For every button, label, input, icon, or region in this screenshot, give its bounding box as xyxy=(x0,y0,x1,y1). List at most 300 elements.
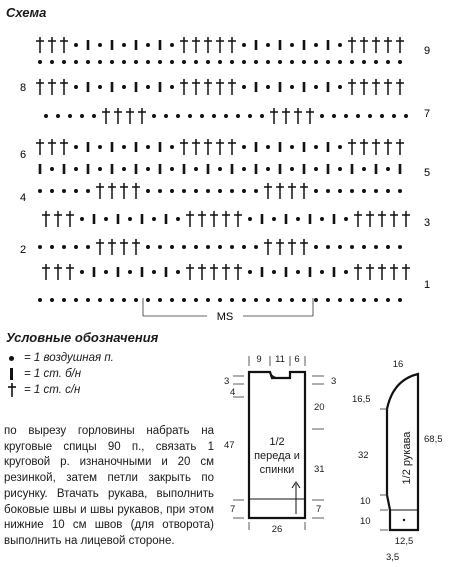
chain-stitch xyxy=(98,43,102,47)
double-crochet xyxy=(228,139,236,155)
single-crochet xyxy=(255,142,258,152)
chain-stitch xyxy=(170,245,174,249)
double-crochet xyxy=(210,264,218,280)
double-crochet xyxy=(264,183,272,199)
double-crochet xyxy=(396,37,404,53)
double-crochet xyxy=(36,37,44,53)
single-crochet xyxy=(159,40,162,50)
chain-stitch xyxy=(344,270,348,274)
single-crochet xyxy=(375,164,378,174)
double-crochet xyxy=(108,183,116,199)
body-dim-right-2: 31 xyxy=(314,464,325,475)
double-crochet xyxy=(372,37,380,53)
double-crochet xyxy=(360,139,368,155)
chain-stitch xyxy=(338,245,342,249)
chain-stitch xyxy=(176,217,180,221)
double-crochet xyxy=(360,79,368,95)
chain-stitch xyxy=(188,114,192,118)
chain-stitch xyxy=(350,189,354,193)
single-crochet xyxy=(135,82,138,92)
chain-stitch xyxy=(194,245,198,249)
double-crochet xyxy=(198,264,206,280)
chain-stitch xyxy=(314,167,318,171)
chain-stitch xyxy=(248,217,252,221)
chain-stitch xyxy=(242,60,246,64)
chain-stitch xyxy=(146,85,150,89)
double-crochet xyxy=(36,79,44,95)
chain-stitch xyxy=(326,245,330,249)
chain-stitch xyxy=(338,189,342,193)
double-crochet xyxy=(360,37,368,53)
single-crochet xyxy=(261,214,264,224)
chain-stitch xyxy=(320,217,324,221)
chain-stitch xyxy=(314,60,318,64)
sleeve-dim-bottom-0: 12,5 xyxy=(394,536,414,547)
row-label-7: 7 xyxy=(424,108,431,120)
single-crochet xyxy=(327,40,330,50)
double-crochet xyxy=(120,239,128,255)
chain-stitch xyxy=(170,145,174,149)
double-crochet xyxy=(300,183,308,199)
double-crochet xyxy=(354,264,362,280)
chain-stitch xyxy=(338,43,342,47)
chain-stitch xyxy=(206,189,210,193)
double-crochet xyxy=(384,37,392,53)
chain-stitch xyxy=(122,298,126,302)
single-crochet xyxy=(165,267,168,277)
double-crochet xyxy=(366,264,374,280)
double-crochet xyxy=(180,139,188,155)
row-label-9: 9 xyxy=(424,45,431,57)
chain-stitch xyxy=(368,114,372,118)
chain-stitch xyxy=(344,114,348,118)
body-label-2: переда и xyxy=(254,450,300,462)
double-crochet xyxy=(348,79,356,95)
single-crochet xyxy=(255,40,258,50)
dot-icon xyxy=(4,350,20,366)
double-crochet xyxy=(108,239,116,255)
chain-stitch xyxy=(182,189,186,193)
chain-stitch xyxy=(44,114,48,118)
chain-stitch xyxy=(296,217,300,221)
chain-stitch xyxy=(314,43,318,47)
single-crochet xyxy=(183,164,186,174)
chain-stitch xyxy=(122,43,126,47)
double-crochet xyxy=(306,108,314,124)
single-crochet xyxy=(285,267,288,277)
chain-stitch xyxy=(314,189,318,193)
single-crochet xyxy=(159,82,162,92)
double-crochet xyxy=(390,264,398,280)
legend-text-double: = 1 ст. с/н xyxy=(24,384,81,396)
double-crochet xyxy=(60,37,68,53)
single-crochet xyxy=(303,142,306,152)
double-crochet xyxy=(234,211,242,227)
chain-stitch xyxy=(176,270,180,274)
chain-stitch xyxy=(248,114,252,118)
double-crochet xyxy=(192,79,200,95)
chain-stitch xyxy=(146,298,150,302)
chain-stitch xyxy=(98,60,102,64)
legend-item-single xyxy=(4,366,81,382)
chain-stitch xyxy=(110,298,114,302)
chain-stitch xyxy=(374,60,378,64)
chain-stitch xyxy=(230,245,234,249)
body-label-3: спинки xyxy=(259,464,295,476)
chain-stitch xyxy=(200,114,204,118)
body-pattern xyxy=(224,354,336,535)
single-crochet xyxy=(87,164,90,174)
double-crochet xyxy=(276,239,284,255)
single-crochet xyxy=(87,142,90,152)
chain-stitch xyxy=(230,189,234,193)
chain-stitch xyxy=(380,114,384,118)
double-crochet xyxy=(132,239,140,255)
chain-stitch xyxy=(290,43,294,47)
double-crochet xyxy=(36,139,44,155)
single-crochet xyxy=(261,267,264,277)
chain-stitch xyxy=(146,60,150,64)
single-crochet xyxy=(279,164,282,174)
row-label-3: 3 xyxy=(424,217,431,229)
double-crochet xyxy=(282,108,290,124)
double-crochet xyxy=(354,211,362,227)
chain-stitch xyxy=(386,245,390,249)
double-crochet xyxy=(216,37,224,53)
single-crochet xyxy=(231,164,234,174)
double-crochet xyxy=(186,211,194,227)
single-crochet xyxy=(111,82,114,92)
legend-title: Условные обозначения xyxy=(6,330,159,345)
double-crochet xyxy=(126,108,134,124)
chain-stitch xyxy=(338,298,342,302)
chain-stitch xyxy=(104,270,108,274)
body-dim-right-3: 7 xyxy=(316,504,322,515)
chain-stitch xyxy=(266,145,270,149)
chain-stitch xyxy=(404,114,408,118)
chain-stitch xyxy=(50,167,54,171)
chain-stitch xyxy=(332,114,336,118)
chain-stitch xyxy=(104,217,108,221)
double-crochet xyxy=(204,79,212,95)
double-crochet xyxy=(120,183,128,199)
chain-stitch xyxy=(278,298,282,302)
chain-stitch xyxy=(398,298,402,302)
row-label-5: 5 xyxy=(424,167,431,179)
chain-stitch xyxy=(326,60,330,64)
chain-stitch xyxy=(320,270,324,274)
sleeve-label: 1/2 рукава xyxy=(401,431,413,485)
double-crochet xyxy=(300,239,308,255)
body-dim-right-1: 20 xyxy=(314,402,325,413)
single-crochet xyxy=(279,40,282,50)
chain-stitch xyxy=(290,85,294,89)
bar-icon xyxy=(4,366,20,382)
sleeve-dim-left-0: 16,5 xyxy=(352,394,371,405)
row-label-6: 6 xyxy=(20,149,27,161)
chain-stitch xyxy=(212,114,216,118)
double-crochet xyxy=(396,139,404,155)
chain-stitch xyxy=(242,298,246,302)
legend-text-single: = 1 ст. б/н xyxy=(24,368,82,380)
body-label-1: 1/2 xyxy=(269,436,285,448)
chain-stitch xyxy=(290,145,294,149)
repeat-label: MS xyxy=(216,311,234,323)
double-crochet xyxy=(96,239,104,255)
double-crochet xyxy=(138,108,146,124)
double-crochet xyxy=(60,139,68,155)
single-crochet xyxy=(117,267,120,277)
chain-stitch xyxy=(398,60,402,64)
chain-stitch xyxy=(122,145,126,149)
chain-stitch xyxy=(248,270,252,274)
double-crochet xyxy=(366,211,374,227)
chain-stitch xyxy=(68,114,72,118)
sleeve-pattern xyxy=(352,359,443,563)
repeat-bracket xyxy=(143,298,313,323)
body-dim-left-3: 7 xyxy=(230,504,236,515)
chain-stitch xyxy=(314,145,318,149)
chain-stitch xyxy=(146,145,150,149)
double-crochet xyxy=(264,239,272,255)
double-crochet xyxy=(132,183,140,199)
chain-stitch xyxy=(338,60,342,64)
chain-stitch xyxy=(38,60,42,64)
body-dim-bottom: 26 xyxy=(271,524,283,535)
double-crochet xyxy=(402,211,410,227)
chain-stitch xyxy=(290,298,294,302)
single-crochet xyxy=(111,164,114,174)
double-crochet xyxy=(228,37,236,53)
chain-stitch xyxy=(344,217,348,221)
chain-stitch xyxy=(164,114,168,118)
chain-stitch xyxy=(62,189,66,193)
body-dim-left-2: 47 xyxy=(224,440,235,451)
chain-stitch xyxy=(242,189,246,193)
chain-stitch xyxy=(86,298,90,302)
single-crochet xyxy=(303,82,306,92)
chain-stitch xyxy=(182,298,186,302)
double-crochet xyxy=(396,79,404,95)
double-crochet xyxy=(192,139,200,155)
single-crochet xyxy=(255,82,258,92)
chain-stitch xyxy=(302,60,306,64)
chain-stitch xyxy=(386,60,390,64)
chain-stitch xyxy=(134,298,138,302)
chain-stitch xyxy=(38,189,42,193)
chain-stitch xyxy=(230,298,234,302)
chain-stitch xyxy=(338,167,342,171)
chain-stitch xyxy=(146,43,150,47)
double-crochet xyxy=(402,264,410,280)
chain-stitch xyxy=(386,167,390,171)
chain-stitch xyxy=(392,114,396,118)
chain-stitch xyxy=(170,167,174,171)
chain-stitch xyxy=(170,43,174,47)
body-dim-top-2: 6 xyxy=(294,354,300,365)
single-crochet xyxy=(165,214,168,224)
chain-stitch xyxy=(170,298,174,302)
chain-stitch xyxy=(158,189,162,193)
single-crochet xyxy=(327,164,330,174)
chain-stitch xyxy=(302,298,306,302)
chain-stitch xyxy=(314,85,318,89)
chain-stitch xyxy=(290,60,294,64)
chain-stitch xyxy=(152,217,156,221)
single-crochet xyxy=(351,164,354,174)
single-crochet xyxy=(63,164,66,174)
sleeve-dim-left-3: 10 xyxy=(360,516,371,527)
single-crochet xyxy=(93,267,96,277)
chain-stitch xyxy=(338,145,342,149)
body-dim-top-0: 9 xyxy=(256,354,262,365)
double-crochet xyxy=(102,108,110,124)
double-crochet xyxy=(42,211,50,227)
double-crochet xyxy=(228,79,236,95)
double-crochet xyxy=(288,183,296,199)
chain-stitch xyxy=(158,60,162,64)
chain-stitch xyxy=(92,114,96,118)
chain-stitch xyxy=(134,60,138,64)
chain-stitch xyxy=(170,189,174,193)
single-crochet xyxy=(285,214,288,224)
chain-stitch xyxy=(74,298,78,302)
chain-stitch xyxy=(218,60,222,64)
body-dim-left-0: 3 xyxy=(224,376,230,387)
chain-stitch xyxy=(98,85,102,89)
chain-stitch xyxy=(176,114,180,118)
chain-stitch xyxy=(122,167,126,171)
double-crochet xyxy=(222,211,230,227)
chain-stitch xyxy=(290,167,294,171)
double-crochet xyxy=(114,108,122,124)
chain-stitch xyxy=(242,245,246,249)
double-crochet xyxy=(348,139,356,155)
double-crochet xyxy=(276,183,284,199)
double-crochet xyxy=(384,139,392,155)
single-crochet xyxy=(309,214,312,224)
chain-stitch xyxy=(146,245,150,249)
single-crochet xyxy=(207,164,210,174)
double-crochet xyxy=(192,37,200,53)
chain-stitch xyxy=(110,60,114,64)
double-crochet xyxy=(270,108,278,124)
chain-stitch xyxy=(62,245,66,249)
chain-stitch xyxy=(320,114,324,118)
chain-stitch xyxy=(224,114,228,118)
chain-stitch xyxy=(98,145,102,149)
double-crochet xyxy=(348,37,356,53)
chain-stitch xyxy=(182,245,186,249)
double-crochet xyxy=(48,139,56,155)
single-crochet xyxy=(141,267,144,277)
chain-stitch xyxy=(236,114,240,118)
double-crochet xyxy=(390,211,398,227)
chain-stitch xyxy=(362,189,366,193)
chain-stitch xyxy=(206,245,210,249)
chain-stitch xyxy=(152,114,156,118)
chain-stitch xyxy=(278,60,282,64)
chain-stitch xyxy=(362,167,366,171)
chain-stitch xyxy=(398,189,402,193)
double-crochet xyxy=(48,79,56,95)
sleeve-dim-left-1: 32 xyxy=(358,450,369,461)
chain-stitch xyxy=(62,298,66,302)
chain-stitch xyxy=(266,85,270,89)
chain-stitch xyxy=(218,245,222,249)
single-crochet xyxy=(111,142,114,152)
chain-stitch xyxy=(62,60,66,64)
body-dim-left-1: 4 xyxy=(230,387,236,398)
double-crochet xyxy=(66,264,74,280)
chain-stitch xyxy=(146,167,150,171)
chain-stitch xyxy=(158,298,162,302)
chain-stitch xyxy=(398,245,402,249)
double-crochet xyxy=(210,211,218,227)
chain-stitch xyxy=(254,189,258,193)
chain-stitch xyxy=(260,114,264,118)
legend-text-chain: = 1 воздушная п. xyxy=(24,352,114,364)
chain-stitch xyxy=(362,245,366,249)
chain-stitch xyxy=(128,270,132,274)
chain-stitch xyxy=(50,60,54,64)
single-crochet xyxy=(309,267,312,277)
chain-stitch xyxy=(296,270,300,274)
chain-stitch xyxy=(386,189,390,193)
chain-stitch xyxy=(38,245,42,249)
single-crochet xyxy=(141,214,144,224)
single-crochet xyxy=(135,164,138,174)
double-crochet xyxy=(378,211,386,227)
single-crochet xyxy=(39,164,42,174)
double-crochet xyxy=(186,264,194,280)
legend-item-chain xyxy=(4,350,114,366)
chain-stitch xyxy=(350,298,354,302)
single-crochet xyxy=(333,214,336,224)
sleeve-dim-right: 68,5 xyxy=(424,434,443,445)
double-crochet xyxy=(180,79,188,95)
double-crochet xyxy=(234,264,242,280)
chain-stitch xyxy=(266,43,270,47)
double-crochet xyxy=(42,264,50,280)
chain-stitch xyxy=(374,245,378,249)
chain-stitch xyxy=(242,85,246,89)
single-crochet xyxy=(93,214,96,224)
double-crochet xyxy=(294,108,302,124)
double-crochet xyxy=(216,139,224,155)
chain-stitch xyxy=(314,245,318,249)
double-crochet xyxy=(372,79,380,95)
double-crochet xyxy=(54,264,62,280)
single-crochet xyxy=(303,164,306,174)
chain-stitch xyxy=(80,217,84,221)
chain-stitch xyxy=(74,145,78,149)
chain-stitch xyxy=(80,114,84,118)
double-crochet xyxy=(66,211,74,227)
single-crochet xyxy=(117,214,120,224)
chain-stitch xyxy=(74,43,78,47)
chain-stitch xyxy=(158,245,162,249)
chain-stitch xyxy=(146,189,150,193)
double-crochet xyxy=(48,37,56,53)
chain-stitch xyxy=(266,298,270,302)
single-crochet xyxy=(279,142,282,152)
double-crochet xyxy=(222,264,230,280)
double-crochet xyxy=(288,239,296,255)
chain-stitch xyxy=(194,189,198,193)
chain-stitch xyxy=(74,167,78,171)
double-crochet xyxy=(96,183,104,199)
